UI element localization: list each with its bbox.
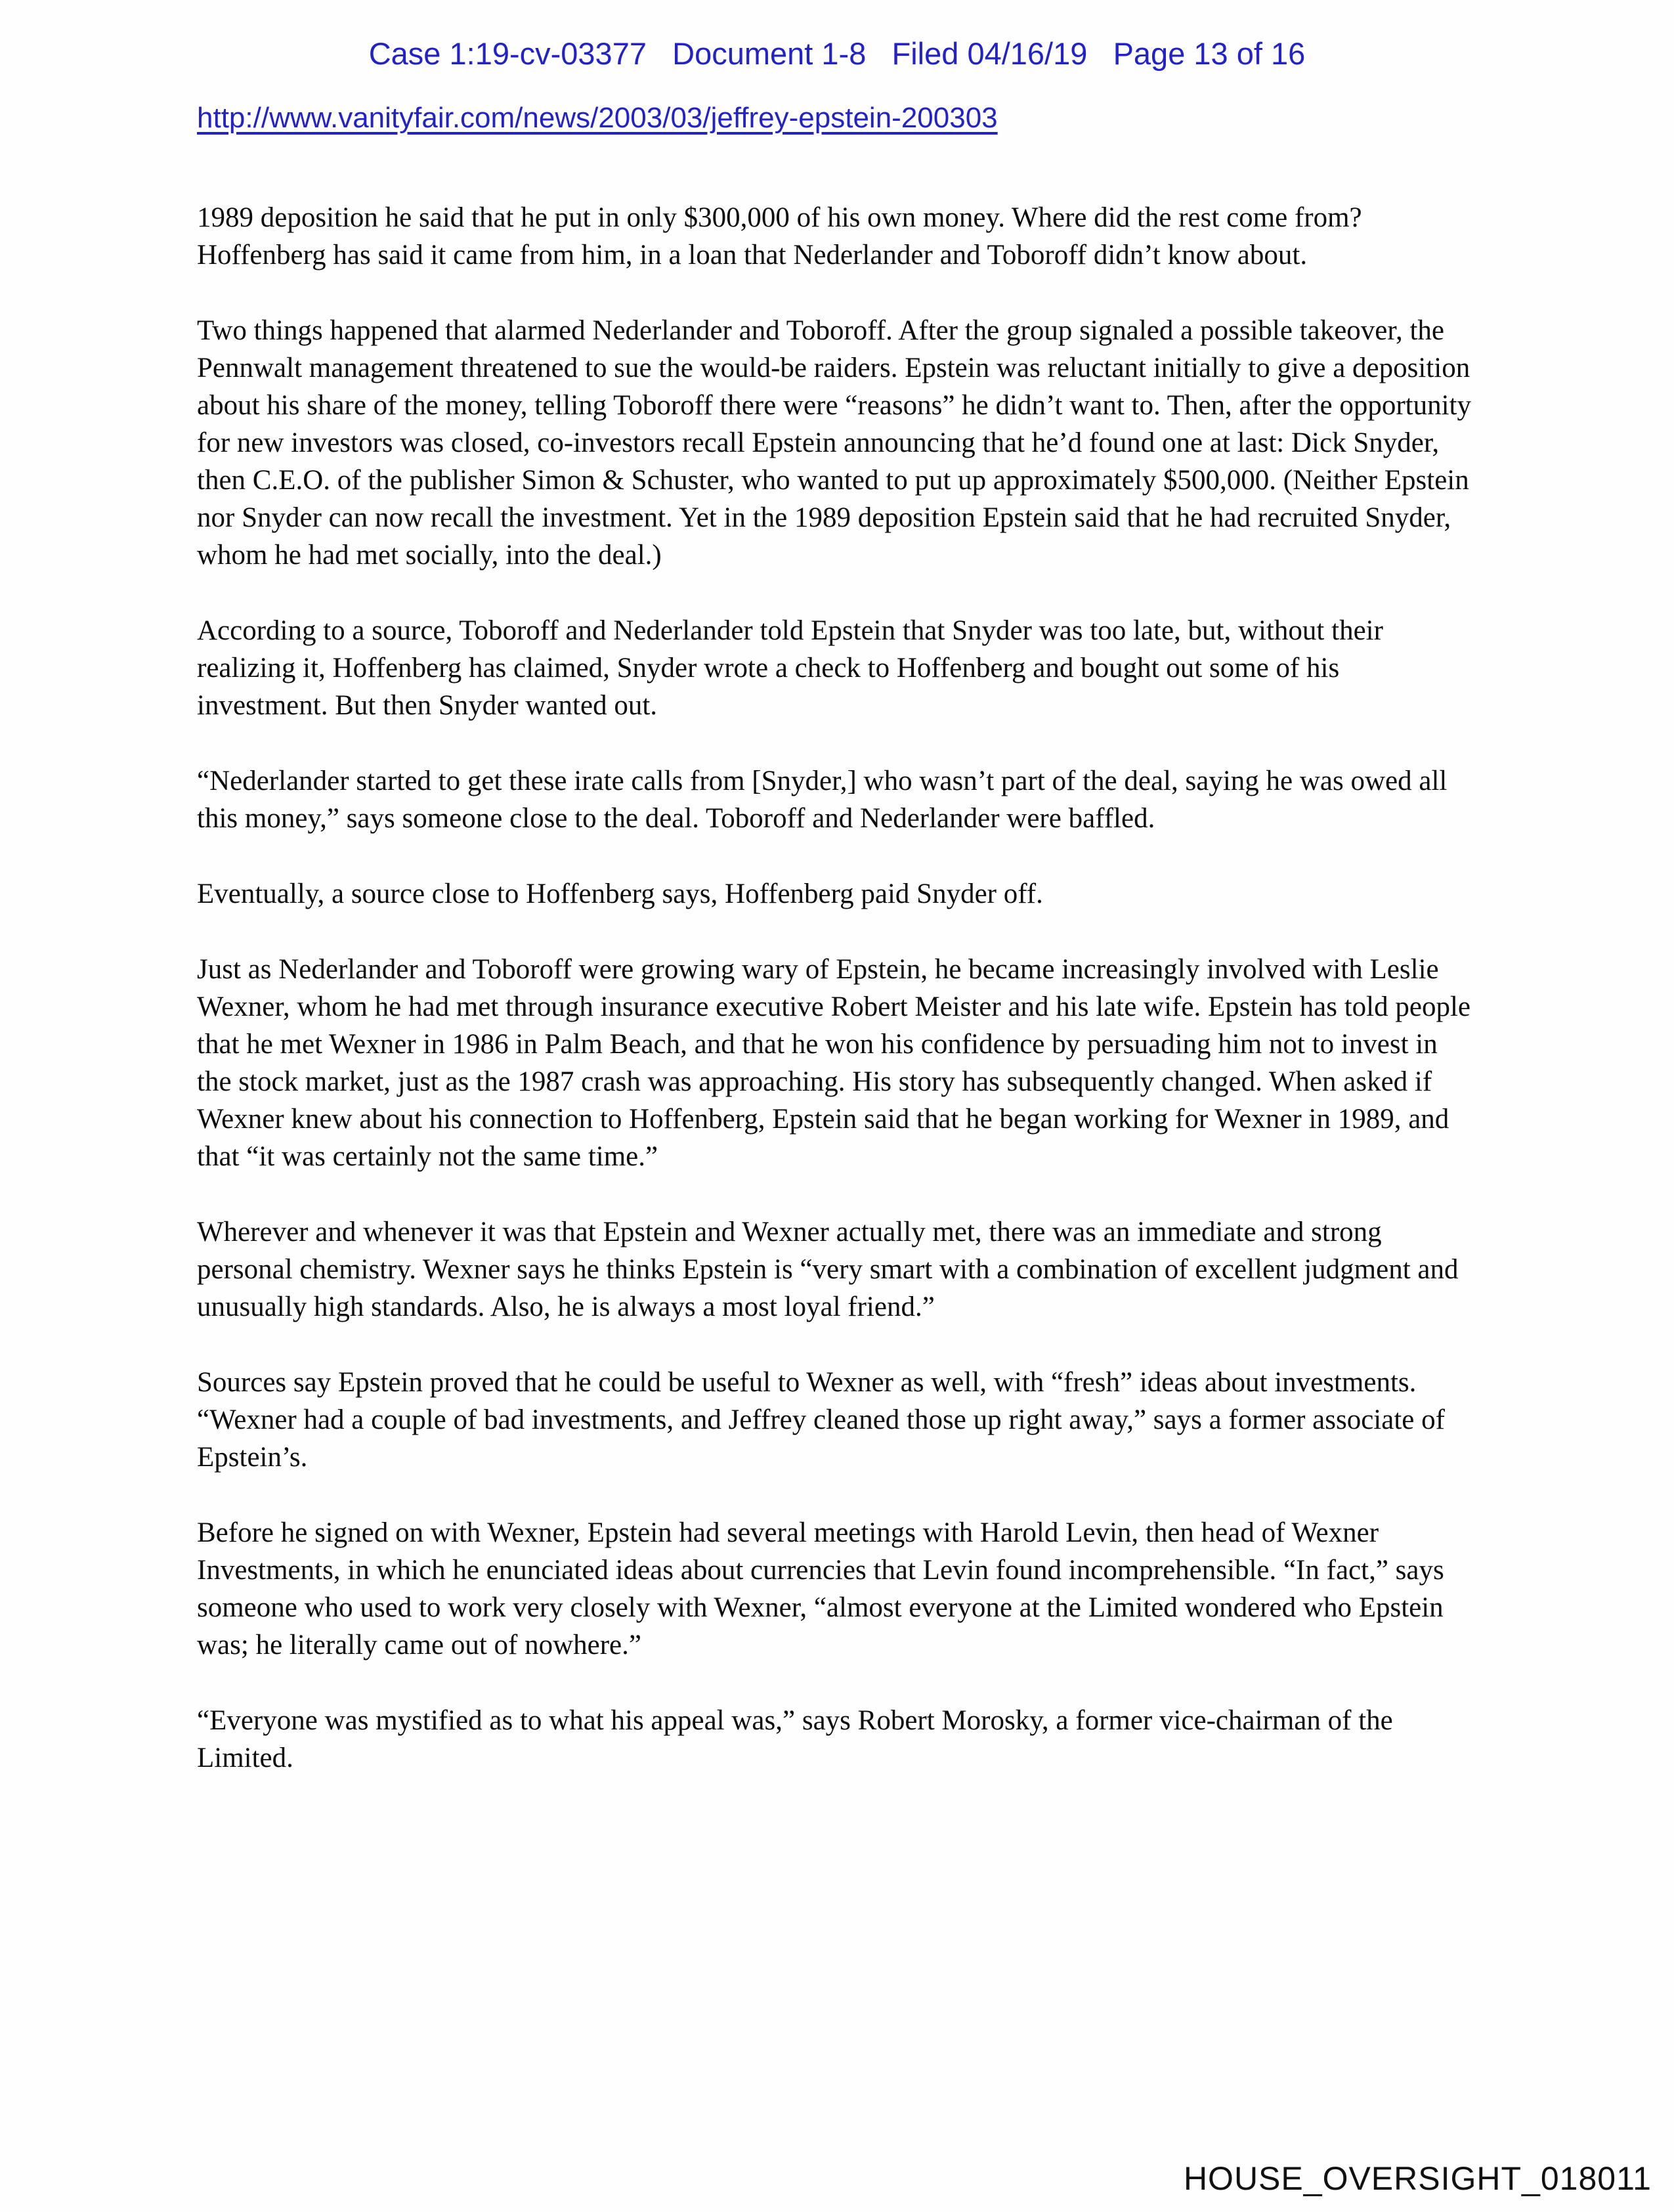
article-paragraph: Wherever and whenever it was that Epstein and Wexner actually met, there was an immediate and strong personal chemistry. Wexner says he thinks Epstein is “very smart with a combination of excellent judgment and unusually high standards. Also, he is always a most loyal friend.” [197,1216,1459,1322]
case-caption: Case 1:19-cv-03377 Document 1-8 Filed 04/16/19 Page 13 of 16 [368,36,1306,71]
source-url-link[interactable]: http://www.vanityfair.com/news/2003/03/jeffrey-epstein-200303 [197,102,998,135]
article-paragraph: Before he signed on with Wexner, Epstein had several meetings with Harold Levin, then head of Wexner Investments, in which he enunciated ideas about currencies that Levin found incomprehensible. “In fact,” says someone who used to work very closely with Wexner, “almost everyone at the Limited wondered who Epstein was; he literally came out of nowhere.” [197,1517,1444,1660]
article-paragraph: “Nederlander started to get these irate calls from [Snyder,] who wasn’t part of the deal, saying he was owed all this money,” says someone close to the deal. Toboroff and Nederlander were baffled. [197,765,1448,834]
article-paragraph: Eventually, a source close to Hoffenberg says, Hoffenberg paid Snyder off. [197,878,1043,909]
article-paragraph: Sources say Epstein proved that he could be useful to Wexner as well, with “fresh” ideas about investments. “Wexner had a couple of bad investments, and Jeffrey cleaned those up right away,” says a former associate of Epstein’s. [197,1366,1445,1473]
article-paragraph: According to a source, Toboroff and Nederlander told Epstein that Snyder was too late, but, without their realizing it, Hoffenberg has claimed, Snyder wrote a check to Hoffenberg and bought out some of his investment. But then Snyder wanted out. [197,615,1383,721]
article-paragraph: 1989 deposition he said that he put in only $300,000 of his own money. Where did the rest come from? Hoffenberg has said it came from him, in a loan that Nederlander and Toboroff didn’t know about. [197,202,1362,271]
article-paragraph: Just as Nederlander and Toboroff were growing wary of Epstein, he became increasingly involved with Leslie Wexner, whom he had met through insurance executive Robert Meister and his late wife. Epstein has told people that he met Wexner in 1986 in Palm Beach, and that he won his confidence by persuading him not to invest in the stock market, just as the 1987 crash was approaching. His story has subsequently changed. When asked if Wexner knew about his connection to Hoffenberg, Epstein said that he began working for Wexner in 1989, and that “it was certainly not the same time.” [197,953,1470,1172]
article-body [197,199,1474,1777]
article-paragraph: Two things happened that alarmed Nederlander and Toboroff. After the group signaled a possible takeover, the Pennwalt management threatened to sue the would-be raiders. Epstein was reluctant initially to give a deposition about his share of the money, telling Toboroff there were “reasons” he didn’t want to. Then, after the opportunity for new investors was closed, co-investors recall Epstein announcing that he’d found one at last: Dick Snyder, then C.E.O. of the publisher Simon & Schuster, who wanted to put up approximately $500,000. (Neither Epstein nor Snyder can now recall the investment. Yet in the 1989 deposition Epstein said that he had recruited Snyder, whom he had met socially, into the deal.) [197,314,1472,571]
article-paragraph: “Everyone was mystified as to what his appeal was,” says Robert Morosky, a former vice-chairman of the Limited. [197,1704,1393,1773]
bates-stamp: HOUSE_OVERSIGHT_018011 [1183,2160,1652,2197]
